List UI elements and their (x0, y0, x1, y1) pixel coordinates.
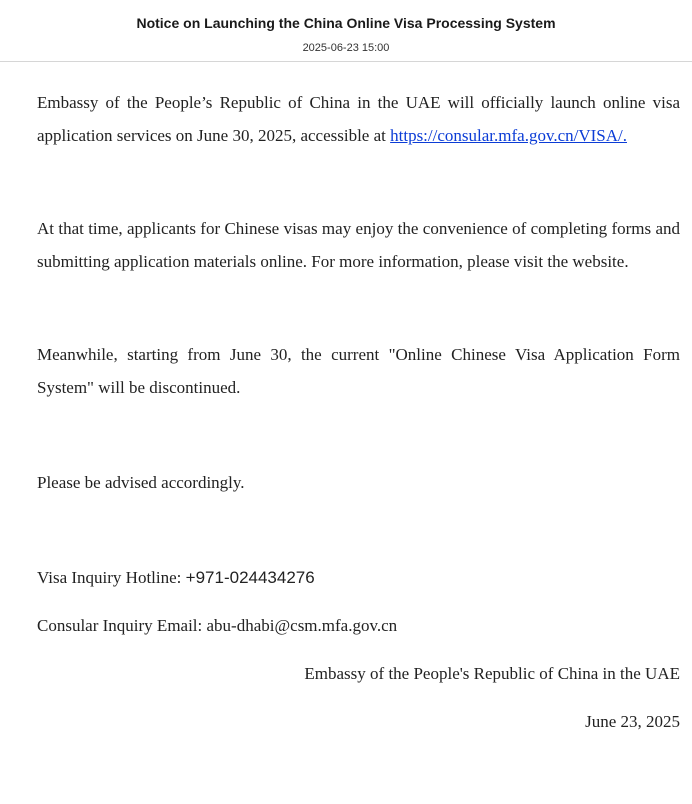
spacer (37, 278, 680, 338)
paragraph-launch (37, 86, 680, 152)
email-line (37, 609, 680, 642)
signature-date: June 23, 2025 (585, 712, 680, 731)
email-label: Consular Inquiry Email: (37, 616, 207, 635)
paragraph-convenience: At that time, applicants for Chinese visas may enjoy the convenience of completing forms and submitting application materials online. For more information, please visit the website. (37, 219, 680, 271)
publish-date: 2025-06-23 15:00 (302, 42, 390, 54)
hotline-label: Visa Inquiry Hotline: (37, 568, 186, 587)
page-title: Notice on Launching the China Online Visa Processing System (136, 15, 556, 31)
spacer (37, 152, 680, 212)
hotline-line (37, 561, 680, 594)
paragraph-launch-text: Embassy of the People’s Republic of China in the UAE will officially launch online visa application services on June 30, 2025, accessible at (37, 93, 680, 145)
email-address: abu-dhabi@csm.mfa.gov.cn (206, 616, 398, 635)
visa-website-link[interactable]: https://consular.mfa.gov.cn/VISA/. (390, 126, 627, 145)
spacer (37, 499, 680, 561)
notice-header (0, 0, 692, 62)
spacer (37, 404, 680, 466)
paragraph-advised: Please be advised accordingly. (37, 473, 245, 492)
notice-body (37, 86, 680, 738)
hotline-number: +971-024434276 (185, 568, 315, 587)
paragraph-discontinued: Meanwhile, starting from June 30, the current "Online Chinese Visa Application Form System" will be discontinued. (37, 345, 680, 397)
signature: Embassy of the People's Republic of China in the UAE (304, 664, 680, 683)
